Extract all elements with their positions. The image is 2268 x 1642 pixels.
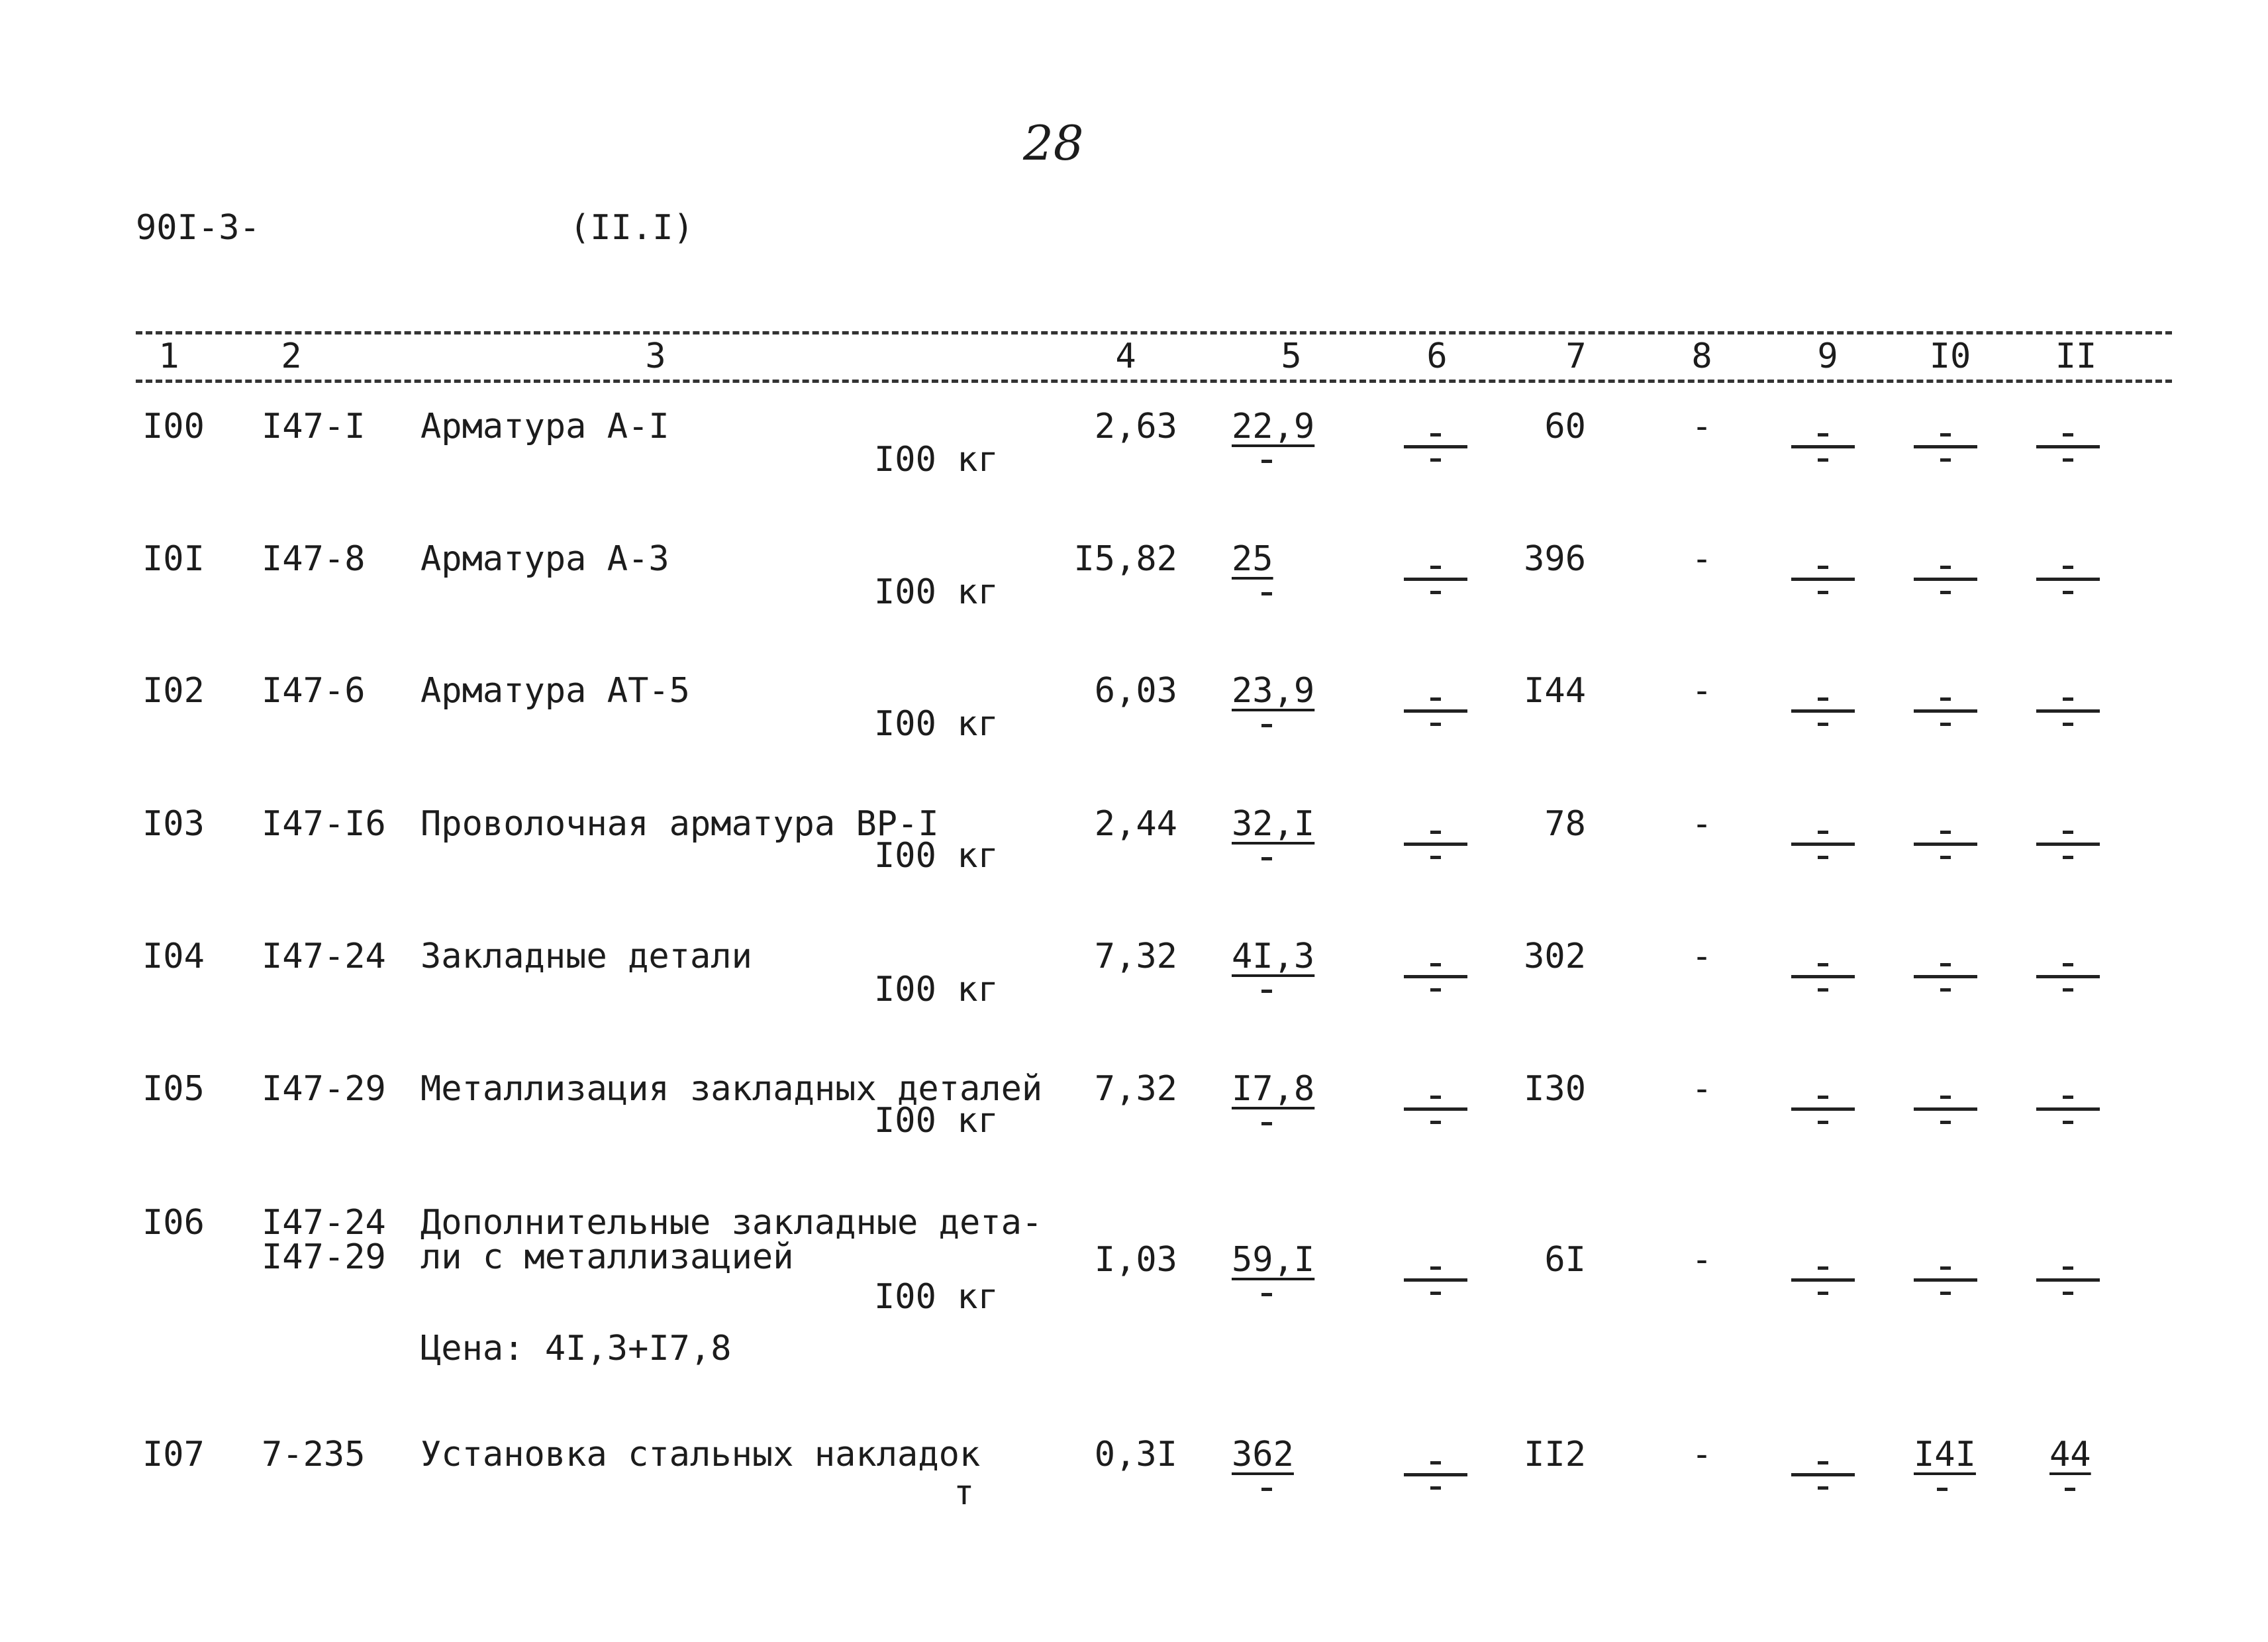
work-code: I47-24 (262, 937, 386, 976)
work-name: Установка стальных накладок (420, 1435, 981, 1474)
unit: I00 кг (874, 1277, 999, 1317)
unit: I00 кг (874, 440, 999, 480)
document-code: 90I-3- (136, 208, 260, 248)
work-code: I47-I6 (262, 804, 386, 844)
row-number: I04 (142, 937, 205, 976)
column-8-dash: - (1691, 539, 1712, 579)
unit-price: I7,8 (1232, 1069, 1315, 1109)
total-cost: I44 (1524, 671, 1586, 711)
work-code: I47-29 (262, 1237, 386, 1277)
work-name: Закладные детали (420, 937, 752, 976)
column-header-1: 1 (158, 336, 179, 376)
work-code: I47-8 (262, 539, 366, 579)
work-name: ли с металлизацией (420, 1237, 794, 1277)
work-code: I47-6 (262, 671, 366, 711)
quantity: 2,44 (1094, 804, 1177, 844)
row-number: I07 (142, 1435, 205, 1474)
column-8-dash: - (1691, 937, 1712, 976)
dash-over-dash-mark (1791, 952, 1855, 999)
total-cost: 78 (1544, 804, 1586, 844)
column-8-dash: - (1691, 1435, 1712, 1474)
dash-over-dash-mark (1404, 423, 1467, 469)
work-code: I47-I (262, 407, 366, 446)
denominator-dash (2065, 1488, 2075, 1491)
work-name: Арматура А-I (420, 407, 669, 446)
dash-over-dash-mark (1914, 952, 1977, 999)
denominator-dash (1261, 592, 1272, 595)
total-cost: II2 (1524, 1435, 1586, 1474)
column-header-3: 3 (645, 336, 666, 376)
unit-price: 22,9 (1232, 407, 1315, 446)
work-code: 7-235 (262, 1435, 366, 1474)
denominator-dash (1261, 857, 1272, 860)
unit: I00 кг (874, 836, 999, 876)
column-8-dash: - (1691, 407, 1712, 446)
row-number: I02 (142, 671, 205, 711)
dash-over-dash-mark (2036, 952, 2100, 999)
column-8-dash: - (1691, 1069, 1712, 1109)
total-cost: I30 (1524, 1069, 1586, 1109)
dash-over-dash-mark (1404, 952, 1467, 999)
column-10-value: I4I (1914, 1435, 1976, 1474)
dash-over-dash-mark (2036, 820, 2100, 866)
work-code: I47-29 (262, 1069, 386, 1109)
work-code: I47-24 (262, 1203, 386, 1243)
row-number: I00 (142, 407, 205, 446)
row-number: I0I (142, 539, 205, 579)
price-note: Цена: 4I,3+I7,8 (420, 1329, 732, 1368)
column-header-4: 4 (1115, 336, 1136, 376)
quantity: 7,32 (1094, 937, 1177, 976)
column-header-7: 7 (1565, 336, 1587, 376)
dash-over-dash-mark (1914, 1256, 1977, 1302)
total-cost: 60 (1544, 407, 1586, 446)
dash-over-dash-mark (2036, 423, 2100, 469)
work-name: Металлизация закладных деталей (420, 1069, 1043, 1109)
denominator-dash (1261, 724, 1272, 727)
dash-over-dash-mark (1404, 555, 1467, 601)
dash-over-dash-mark (2036, 1085, 2100, 1131)
column-header-10: I0 (1929, 336, 1971, 376)
header-rule-top (136, 331, 2172, 334)
dash-over-dash-mark (1791, 820, 1855, 866)
row-number: I03 (142, 804, 205, 844)
column-header-8: 8 (1691, 336, 1712, 376)
dash-over-dash-mark (1791, 423, 1855, 469)
dash-over-dash-mark (1914, 687, 1977, 733)
quantity: I,03 (1094, 1240, 1177, 1280)
row-number: I05 (142, 1069, 205, 1109)
dash-over-dash-mark (2036, 1256, 2100, 1302)
column-header-6: 6 (1426, 336, 1448, 376)
quantity: 2,63 (1094, 407, 1177, 446)
section-number: (II.I) (569, 208, 694, 248)
row-number: I06 (142, 1203, 205, 1243)
work-name: Дополнительные закладные дета- (420, 1203, 1043, 1243)
dash-over-dash-mark (1404, 1256, 1467, 1302)
dash-over-dash-mark (2036, 555, 2100, 601)
unit-price: 4I,3 (1232, 937, 1315, 976)
work-name: Проволочная арматура ВР-I (420, 804, 939, 844)
dash-over-dash-mark (1914, 423, 1977, 469)
header-rule-bottom (136, 380, 2172, 383)
dash-over-dash-mark (1791, 1256, 1855, 1302)
column-header-5: 5 (1281, 336, 1302, 376)
denominator-dash (1261, 1293, 1272, 1296)
quantity: 0,3I (1094, 1435, 1177, 1474)
unit: т (954, 1473, 975, 1513)
denominator-dash (1261, 1122, 1272, 1125)
total-cost: 396 (1524, 539, 1586, 579)
dash-over-dash-mark (1404, 820, 1467, 866)
column-header-11: II (2055, 336, 2097, 376)
dash-over-dash-mark (1404, 687, 1467, 733)
dash-over-dash-mark (1791, 555, 1855, 601)
unit-price: 23,9 (1232, 671, 1315, 711)
denominator-dash (1937, 1488, 1948, 1491)
unit-price: 32,I (1232, 804, 1315, 844)
column-header-2: 2 (281, 336, 302, 376)
quantity: I5,82 (1073, 539, 1177, 579)
denominator-dash (1261, 1488, 1272, 1491)
dash-over-dash-mark (2036, 687, 2100, 733)
column-8-dash: - (1691, 1240, 1712, 1280)
page-number: 28 (1023, 115, 1084, 171)
work-name: Арматура А-3 (420, 539, 669, 579)
dash-over-dash-mark (1791, 687, 1855, 733)
unit: I00 кг (874, 704, 999, 744)
unit: I00 кг (874, 970, 999, 1009)
column-header-9: 9 (1817, 336, 1838, 376)
dash-over-dash-mark (1404, 1451, 1467, 1497)
dash-over-dash-mark (1914, 1085, 1977, 1131)
quantity: 7,32 (1094, 1069, 1177, 1109)
dash-over-dash-mark (1914, 820, 1977, 866)
work-name: Арматура АТ-5 (420, 671, 690, 711)
unit: I00 кг (874, 1101, 999, 1141)
column-8-dash: - (1691, 671, 1712, 711)
unit-price: 59,I (1232, 1240, 1315, 1280)
unit: I00 кг (874, 572, 999, 612)
quantity: 6,03 (1094, 671, 1177, 711)
unit-price: 25 (1232, 539, 1273, 579)
dash-over-dash-mark (1404, 1085, 1467, 1131)
unit-price: 362 (1232, 1435, 1294, 1474)
denominator-dash (1261, 990, 1272, 993)
denominator-dash (1261, 460, 1272, 463)
column-8-dash: - (1691, 804, 1712, 844)
column-11-value: 44 (2049, 1435, 2091, 1474)
total-cost: 302 (1524, 937, 1586, 976)
dash-over-dash-mark (1914, 555, 1977, 601)
total-cost: 6I (1544, 1240, 1586, 1280)
dash-over-dash-mark (1791, 1085, 1855, 1131)
dash-over-dash-mark (1791, 1451, 1855, 1497)
